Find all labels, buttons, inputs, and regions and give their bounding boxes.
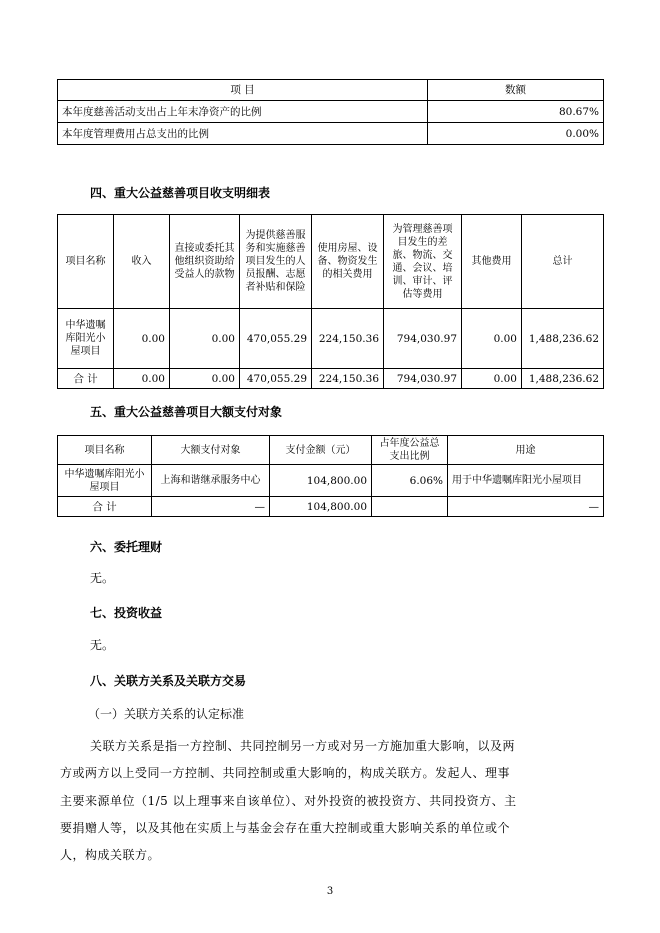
paragraph-line: 方或两方以上受同一方控制、共同控制或重大影响的，构成关联方。发起人、理事 (60, 766, 511, 780)
section-6-title: 六、委托理财 (90, 540, 163, 554)
cell-name: 合 计 (58, 369, 114, 389)
page-number: 3 (326, 886, 334, 897)
cell-payee: 上海和谐继承服务中心 (152, 465, 270, 497)
section-7-content: 无。 (90, 638, 115, 652)
row-item: 本年度慈善活动支出占上年末净资产的比例 (58, 101, 428, 123)
table-total-row (58, 369, 604, 389)
project-expense-table (57, 214, 604, 389)
section-5-title: 五、重大公益慈善项目大额支付对象 (90, 405, 283, 419)
row-item: 本年度管理费用占总支出的比例 (58, 123, 428, 145)
header-amount: 支付金额（元） (270, 436, 372, 465)
table-header-row (58, 80, 604, 101)
header-name: 项目名称 (58, 215, 114, 309)
header-management: 为管理慈善项目发生的差旅、物流、交通、会议、培训、审计、评估等费用 (384, 215, 462, 309)
table-row (58, 123, 604, 145)
row-amount: 0.00% (428, 123, 604, 145)
paragraph-line: 人，构成关联方。 (60, 848, 161, 862)
paragraph-line: 主要来源单位（1/5 以上理事来自该单位）、对外投资的被投资方、共同投资方、主 (60, 794, 517, 808)
header-other: 其他费用 (462, 215, 522, 309)
cell-purpose: 用于中华遗嘱库阳光小屋项目 (448, 465, 604, 497)
table-total-row (58, 497, 604, 517)
header-amount: 数额 (428, 80, 604, 101)
paragraph-line: 要捐赠人等，以及其他在实质上与基金会存在重大控制或重大影响关系的单位或个 (60, 821, 511, 835)
cell-other: 0.00 (462, 309, 522, 369)
table-row (58, 101, 604, 123)
cell-amount: 104,800.00 (270, 497, 372, 517)
cell-income: 0.00 (114, 309, 170, 369)
section-4-title: 四、重大公益慈善项目收支明细表 (90, 186, 271, 200)
header-ratio: 占年度公益总支出比例 (372, 436, 448, 465)
cell-amount: 104,800.00 (270, 465, 372, 497)
header-payee: 大额支付对象 (152, 436, 270, 465)
large-payment-table (57, 435, 604, 517)
cell-ratio (372, 497, 448, 517)
cell-personnel: 470,055.29 (240, 309, 312, 369)
cell-grants: 0.00 (170, 309, 240, 369)
cell-management: 794,030.97 (384, 309, 462, 369)
cell-facilities: 224,150.36 (312, 309, 384, 369)
cell-management: 794,030.97 (384, 369, 462, 389)
cell-name: 中华遗嘱库阳光小屋项目 (58, 309, 114, 369)
ratio-table (57, 79, 604, 145)
cell-name: 中华遗嘱库阳光小屋项目 (58, 465, 152, 497)
row-amount: 80.67% (428, 101, 604, 123)
cell-purpose: — (448, 497, 604, 517)
header-item: 项 目 (58, 80, 428, 101)
cell-ratio: 6.06% (372, 465, 448, 497)
header-facilities: 使用房屋、设备、物资发生的相关费用 (312, 215, 384, 309)
cell-total: 1,488,236.62 (522, 309, 604, 369)
header-grants: 直接或委托其他组织资助给受益人的款物 (170, 215, 240, 309)
header-name: 项目名称 (58, 436, 152, 465)
paragraph-line: 关联方关系是指一方控制、共同控制另一方或对另一方施加重大影响，以及两 (90, 739, 516, 753)
cell-other: 0.00 (462, 369, 522, 389)
cell-grants: 0.00 (170, 369, 240, 389)
header-income: 收入 (114, 215, 170, 309)
section-8-subtitle: （一）关联方关系的认定标准 (88, 707, 245, 721)
header-total: 总计 (522, 215, 604, 309)
section-8-title: 八、关联方关系及关联方交易 (90, 674, 247, 688)
cell-income: 0.00 (114, 369, 170, 389)
header-personnel: 为提供慈善服务和实施慈善项目发生的人员报酬、志愿者补贴和保险 (240, 215, 312, 309)
table-row (58, 309, 604, 369)
cell-name: 合 计 (58, 497, 152, 517)
header-purpose: 用途 (448, 436, 604, 465)
table-header-row (58, 215, 604, 309)
cell-facilities: 224,150.36 (312, 369, 384, 389)
table-header-row (58, 436, 604, 465)
section-7-title: 七、投资收益 (90, 606, 163, 620)
section-6-content: 无。 (90, 571, 115, 585)
cell-payee: — (152, 497, 270, 517)
cell-total: 1,488,236.62 (522, 369, 604, 389)
table-row (58, 465, 604, 497)
cell-personnel: 470,055.29 (240, 369, 312, 389)
